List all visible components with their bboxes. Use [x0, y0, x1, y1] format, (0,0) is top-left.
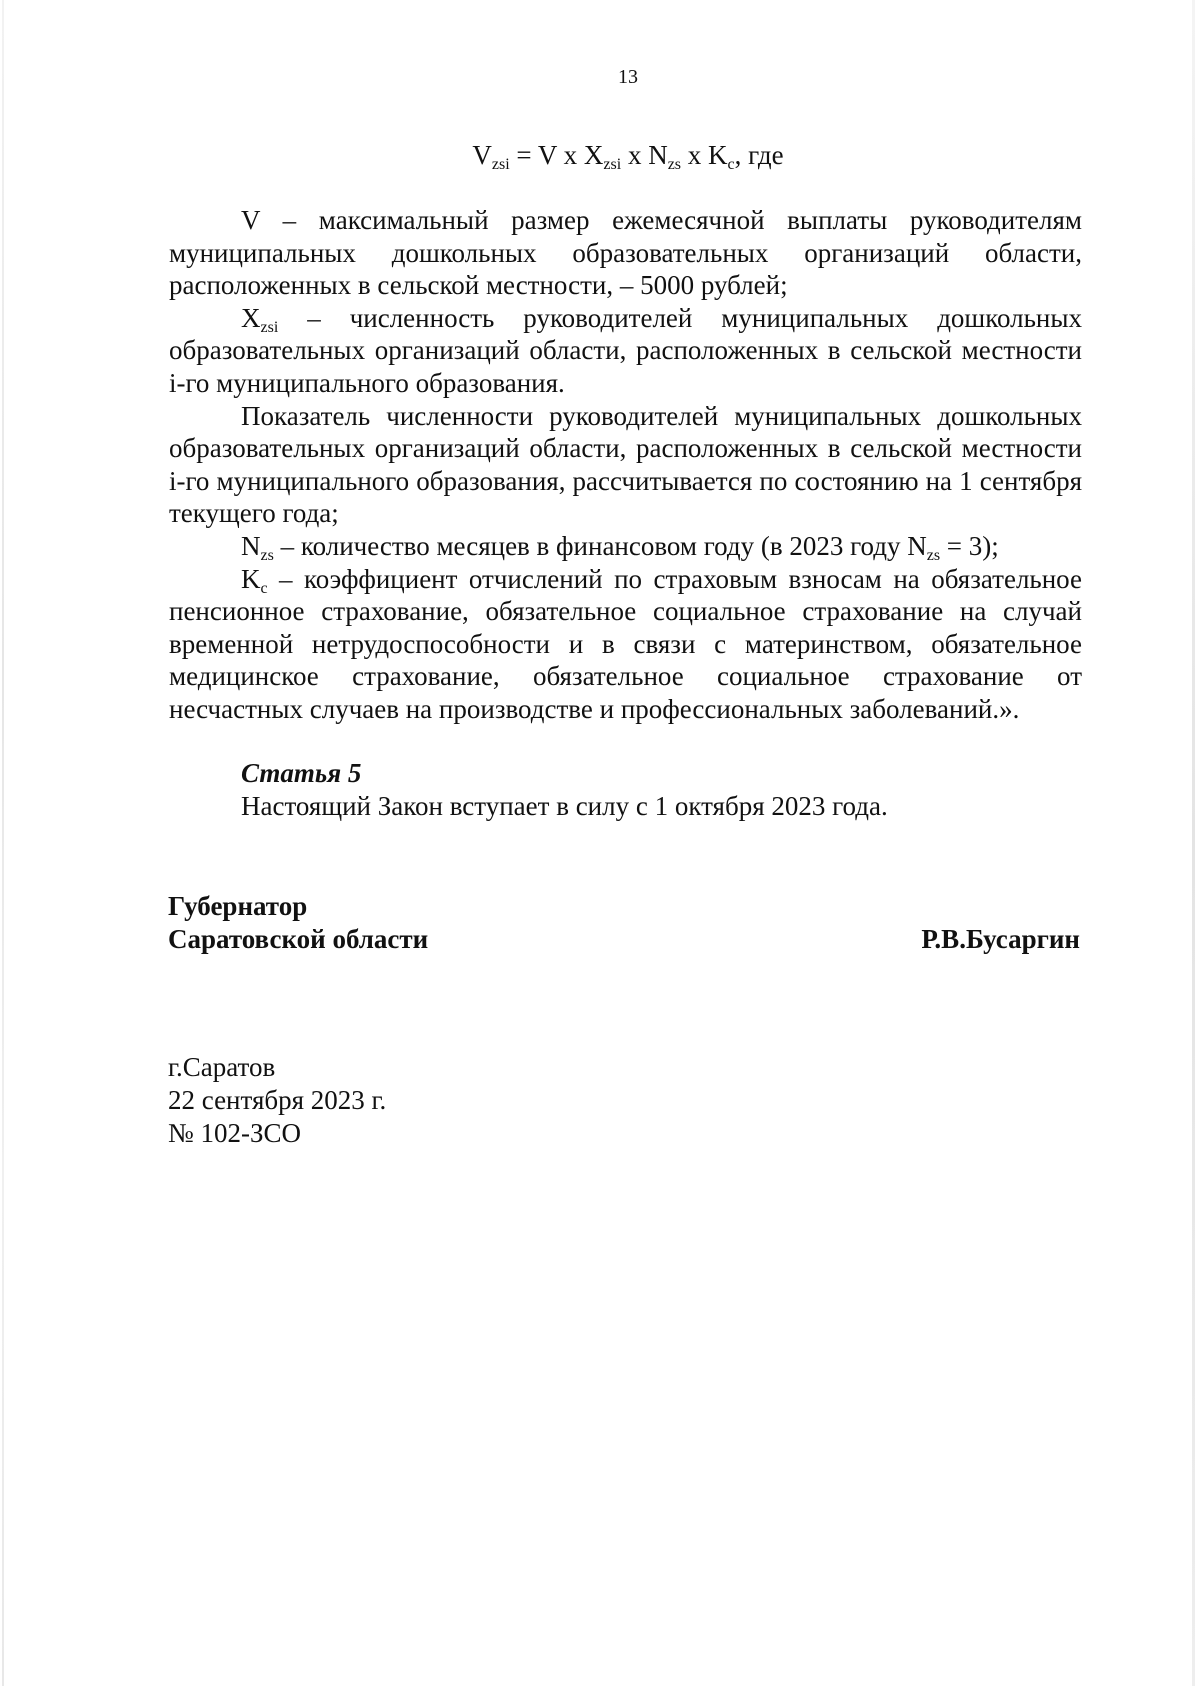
formula-x3: x K: [681, 140, 728, 170]
scan-edge-right: [1192, 0, 1195, 1686]
n-definition-text-a: – количество месяцев в финансовом году (в 2023 году N: [273, 530, 927, 561]
paragraph-indicator: Показатель численности руководителей муниципальных дошкольных образовательных организаций области, расположенных в сельской местности i-го муниципального образования, рассчитывается по состоянию на 1 сентября текущего года;: [169, 400, 1082, 529]
position-line-1: Губернатор: [168, 891, 308, 921]
k-symbol: K: [241, 563, 261, 594]
x-definition-text: – численность руководителей муниципальных дошкольных образовательных организаций области, расположенных в сельской местности i-го муниципального образования.: [169, 302, 1082, 398]
formula-eq: = V x X: [509, 140, 604, 170]
formula-n-sub: zs: [667, 156, 682, 173]
formula-v: V: [472, 140, 492, 170]
n-symbol-sub-2: zs: [926, 546, 941, 564]
n-definition-text-b: = 3);: [940, 530, 999, 561]
x-symbol: X: [241, 302, 261, 333]
n-symbol: N: [241, 530, 261, 561]
k-definition-text: – коэффициент отчислений по страховым взносам на обязательное пенсионное страхование, обязательное социальное страхование на случай временной нетрудоспособности и в связи с материнством, обязательное медицинское страхование, обязательное социальное страхование от несчастных случаев на производстве и профессиональных заболеваний.».: [169, 563, 1082, 724]
formula-k-sub: c: [727, 156, 735, 173]
formula-tail: , где: [734, 140, 784, 170]
formula-x2: x N: [621, 140, 668, 170]
page-number: 13: [618, 66, 638, 88]
article-title: Статья 5: [241, 758, 362, 788]
scan-edge-left: [2, 0, 4, 1686]
formula: [0, 140, 1200, 174]
definitions-block: [169, 204, 1082, 726]
paragraph-x-definition: [169, 302, 1082, 400]
x-symbol-sub: zsi: [260, 318, 279, 336]
n-symbol-sub: zs: [260, 546, 274, 564]
place-date-number: [168, 1051, 386, 1150]
formula-x-sub: zsi: [603, 156, 622, 173]
article-5: [241, 757, 888, 823]
date: 22 сентября 2023 г.: [168, 1085, 387, 1115]
paragraph-v-definition: V – максимальный размер ежемесячной выплаты руководителям муниципальных дошкольных образовательных организаций области, расположенных в сельской местности, – 5000 рублей;: [169, 205, 1082, 301]
article-text: Настоящий Закон вступает в силу с 1 октября 2023 года.: [241, 791, 888, 821]
law-number: № 102-ЗСО: [168, 1118, 302, 1148]
paragraph-n-definition: [169, 530, 1082, 563]
paragraph-k-definition: [169, 563, 1082, 726]
city: г.Саратов: [168, 1052, 276, 1082]
signatory-name: Р.В.Бусаргин: [921, 924, 1080, 954]
position-line-2: Саратовской области: [168, 924, 429, 954]
formula-v-sub: zsi: [491, 156, 510, 173]
signatory-position: [168, 890, 428, 956]
k-symbol-sub: c: [260, 579, 268, 597]
